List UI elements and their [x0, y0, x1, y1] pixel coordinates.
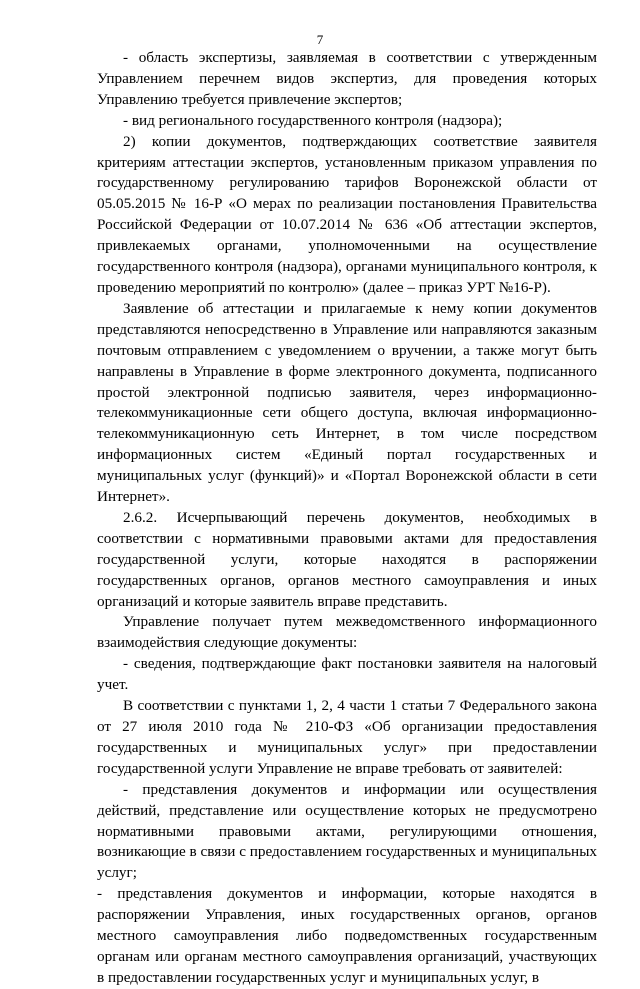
- paragraph: В соответствии с пунктами 1, 2, 4 части 1 статьи 7 Федерального закона от 27 июля 2010 года № 210-ФЗ «Об организации предоставления государственных и муниципальных услуг» при предоставлении государственной услуги Управление не вправе требовать от заявителей:: [97, 697, 597, 777]
- paragraph: 2) копии документов, подтверждающих соответствие заявителя критериям аттестации экспертов, установленным приказом управления по государственному регулированию тарифов Воронежской области от 05.05.2015 № 16-Р «О мерах по реализации постановления Правительства Российской Федерации от 10.07.2014 № 636 «Об аттестации экспертов, привлекаемых органами, уполномоченными на осуществление государственного контроля (надзора), органами муниципального контроля, к проведению мероприятий по контролю» (далее – приказ УРТ №16-Р).: [97, 132, 597, 296]
- page-number: 7: [316, 32, 324, 47]
- body-text: [97, 48, 597, 989]
- paragraph: Заявление об аттестации и прилагаемые к нему копии документов представляются непосредственно в Управление или направляются заказным почтовым отправлением с уведомлением о вручении, а также могут быть направлены в Управление в форме электронного документа, подписанного простой электронной подписью заявителя, через информационно-телекоммуникационные сети общего доступа, включая информационно-телекоммуникационную сеть Интернет, в том числе посредством информационных систем «Единый портал государственных и муниципальных услуг (функций)» и «Портал Воронежской области в сети Интернет».: [97, 299, 597, 506]
- paragraph: - представления документов и информации или осуществления действий, представление или осуществление которых не предусмотрено нормативными правовыми актами, регулирующими отношения, возникающие в связи с предоставлением государственных и муниципальных услуг;: [97, 780, 597, 882]
- paragraph: - сведения, подтверждающие факт постановки заявителя на налоговый учет.: [97, 655, 597, 694]
- paragraph: Управление получает путем межведомственного информационного взаимодействия следующие документы:: [97, 613, 597, 652]
- paragraph: - область экспертизы, заявляемая в соответствии с утвержденным Управлением перечнем видов экспертиз, для проведения которых Управлению требуется привлечение экспертов;: [97, 49, 597, 108]
- paragraph: 2.6.2. Исчерпывающий перечень документов, необходимых в соответствии с нормативными правовыми актами для предоставления государственной услуги, которые находятся в распоряжении государственных органов, органов местного самоуправления и иных организаций и которые заявитель вправе представить.: [97, 508, 597, 610]
- paragraph: - представления документов и информации, которые находятся в распоряжении Управления, иных государственных органов, органов местного самоуправления либо подведомственных государственным органам или органам местного самоуправления организаций, участвующих в предоставлении государственных услуг и муниципальных услуг, в: [97, 885, 597, 986]
- paragraph: - вид регионального государственного контроля (надзора);: [123, 111, 503, 129]
